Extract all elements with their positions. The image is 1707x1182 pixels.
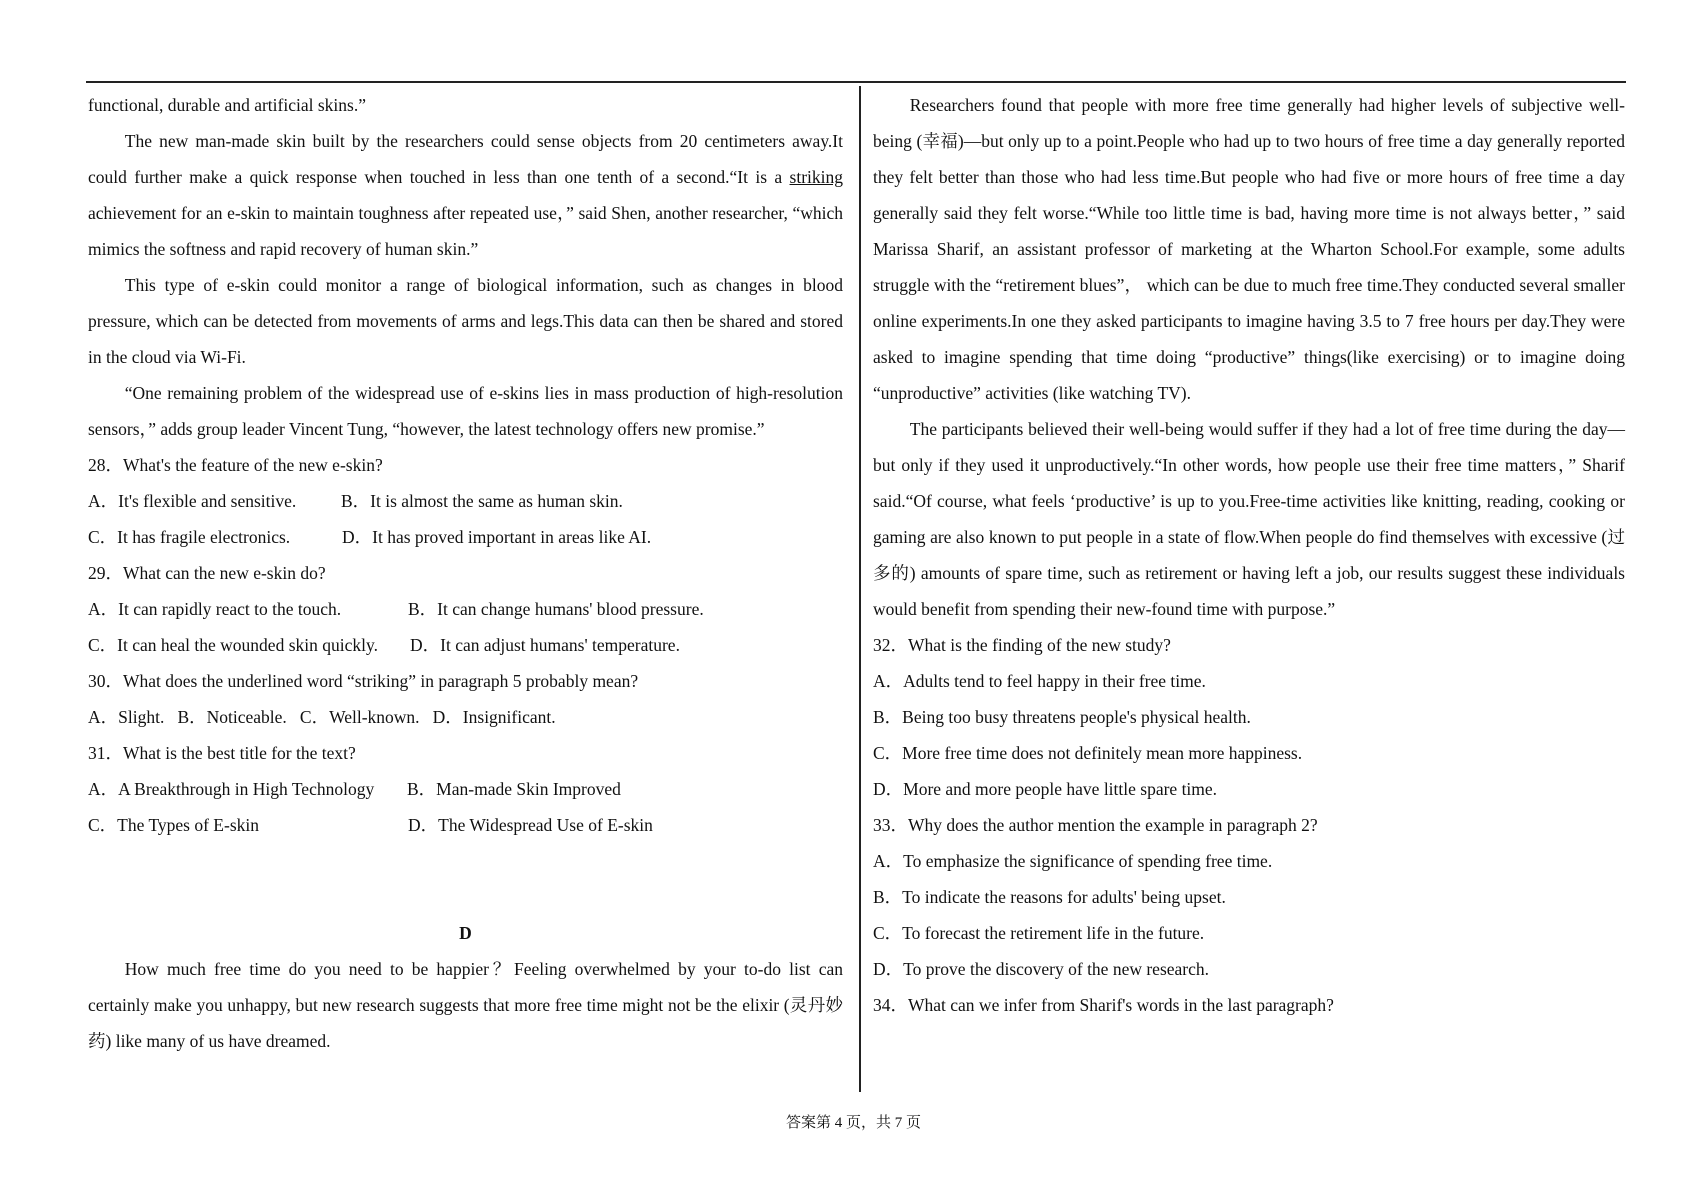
- options-row: [88, 483, 843, 519]
- option-29-b: B．It can change humans' blood pressure.: [408, 599, 704, 619]
- option-29-d: D．It can adjust humans' temperature.: [410, 635, 680, 655]
- options-row: [88, 771, 843, 807]
- options-row: [88, 519, 843, 555]
- question-34: 34．What can we infer from Sharif's words in the last paragraph?: [873, 995, 1334, 1015]
- option-32-b: B．Being too busy threatens people's physical health.: [873, 707, 1251, 727]
- option-29-c: C．It can heal the wounded skin quickly.: [88, 635, 378, 655]
- question-29: 29．What can the new e-skin do?: [88, 563, 326, 583]
- option-28-c: C．It has fragile electronics.: [88, 527, 291, 547]
- question-28: 28．What's the feature of the new e-skin?: [88, 455, 383, 475]
- option-33-d: D．To prove the discovery of the new research.: [873, 959, 1210, 979]
- option-33-a: A．To emphasize the significance of spending free time.: [873, 851, 1273, 871]
- question-31: 31．What is the best title for the text?: [88, 743, 356, 763]
- option-31-c: C．The Types of E-skin: [88, 815, 260, 835]
- left-column: [88, 87, 843, 1059]
- options-row: [88, 591, 843, 627]
- question-30: 30．What does the underlined word “striking” in paragraph 5 probably mean?: [88, 671, 639, 691]
- question-32: 32．What is the finding of the new study?: [873, 635, 1171, 655]
- paragraph-continuation: functional, durable and artificial skins.”: [88, 95, 366, 115]
- paragraph-free-time: How much free time do you need to be happier？Feeling overwhelmed by your to-do list can certainly make you unhappy, but new research suggests that more free time might not be the elixir (灵丹妙药) like many of us have dreamed.: [88, 959, 843, 1051]
- option-31-a: A．A Breakthrough in High Technology: [88, 779, 375, 799]
- paragraph-problem: “One remaining problem of the widespread use of e-skins lies in mass production of high-resolution sensors，” adds group leader Vincent Tung, “however, the latest technology offers new promise.”: [88, 383, 843, 439]
- option-33-b: B．To indicate the reasons for adults' being upset.: [873, 887, 1226, 907]
- options-30: A．Slight. B．Noticeable. C．Well-known. D．Insignificant.: [88, 707, 556, 727]
- underlined-word: striking: [789, 167, 843, 187]
- paragraph-text: achievement for an e-skin to maintain toughness after repeated use，” said Shen, another researcher, “which mimics the softness and rapid recovery of human skin.”: [88, 203, 843, 259]
- option-28-a: A．It's flexible and sensitive.: [88, 491, 297, 511]
- paragraph-participants: The participants believed their well-being would suffer if they had a lot of free time during the day—but only if they used it unproductively.“In other words, how people use their free time matters，” Sharif said.“Of course, what feels ‘productive’ is up to you.Free-time activities like knitting, reading, cooking or gaming are also known to put people in a state of flow.When people do find themselves with excessive (过多的) amounts of spare time, such as retirement or having left a job, our results suggest these individuals would benefit from spending their new-found time with purpose.”: [873, 419, 1625, 619]
- option-29-a: A．It can rapidly react to the touch.: [88, 599, 342, 619]
- paragraph-new-skin: [88, 123, 843, 267]
- option-32-c: C．More free time does not definitely mean more happiness.: [873, 743, 1303, 763]
- option-32-a: A．Adults tend to feel happy in their free time.: [873, 671, 1206, 691]
- paragraph-text: The new man-made skin built by the researchers could sense objects from 20 centimeters away.It could further make a quick response when touched in less than one tenth of a second.“It is a: [88, 131, 843, 187]
- column-divider: [859, 86, 861, 1092]
- option-31-d: D．The Widespread Use of E-skin: [408, 815, 653, 835]
- paragraph-researchers: Researchers found that people with more free time generally had higher levels of subjective well-being (幸福)—but only up to a point.People who had up to two hours of free time a day generally reported they felt better than those who had less time.But people who had five or more hours of free time a day generally said they felt worse.“While too little time is bad, having more time is not always better，” said Marissa Sharif, an assistant professor of marketing at the Wharton School.For example, some adults struggle with the “retirement blues”， which can be due to much free time.They conducted several smaller online experiments.In one they asked participants to imagine having 3.5 to 7 free hours per day.They were asked to imagine spending that time doing “productive” things(like exercising) or to imagine doing “unproductive” activities (like watching TV).: [873, 95, 1625, 403]
- paragraph-monitoring: This type of e-skin could monitor a range of biological information, such as changes in blood pressure, which can be detected from movements of arms and legs.This data can then be shared and stored in the cloud via Wi-Fi.: [88, 275, 843, 367]
- options-row: [88, 807, 843, 843]
- top-rule: [86, 81, 1626, 83]
- section-heading-d: D: [459, 923, 472, 943]
- option-28-b: B．It is almost the same as human skin.: [341, 491, 623, 511]
- option-28-d: D．It has proved important in areas like AI.: [342, 527, 652, 547]
- options-row: [88, 627, 843, 663]
- option-32-d: D．More and more people have little spare time.: [873, 779, 1218, 799]
- question-33: 33．Why does the author mention the example in paragraph 2?: [873, 815, 1318, 835]
- option-31-b: B．Man-made Skin Improved: [407, 779, 621, 799]
- page-footer: 答案第 4 页，共 7 页: [785, 1115, 921, 1131]
- option-33-c: C．To forecast the retirement life in the future.: [873, 923, 1205, 943]
- right-column: [873, 87, 1625, 1023]
